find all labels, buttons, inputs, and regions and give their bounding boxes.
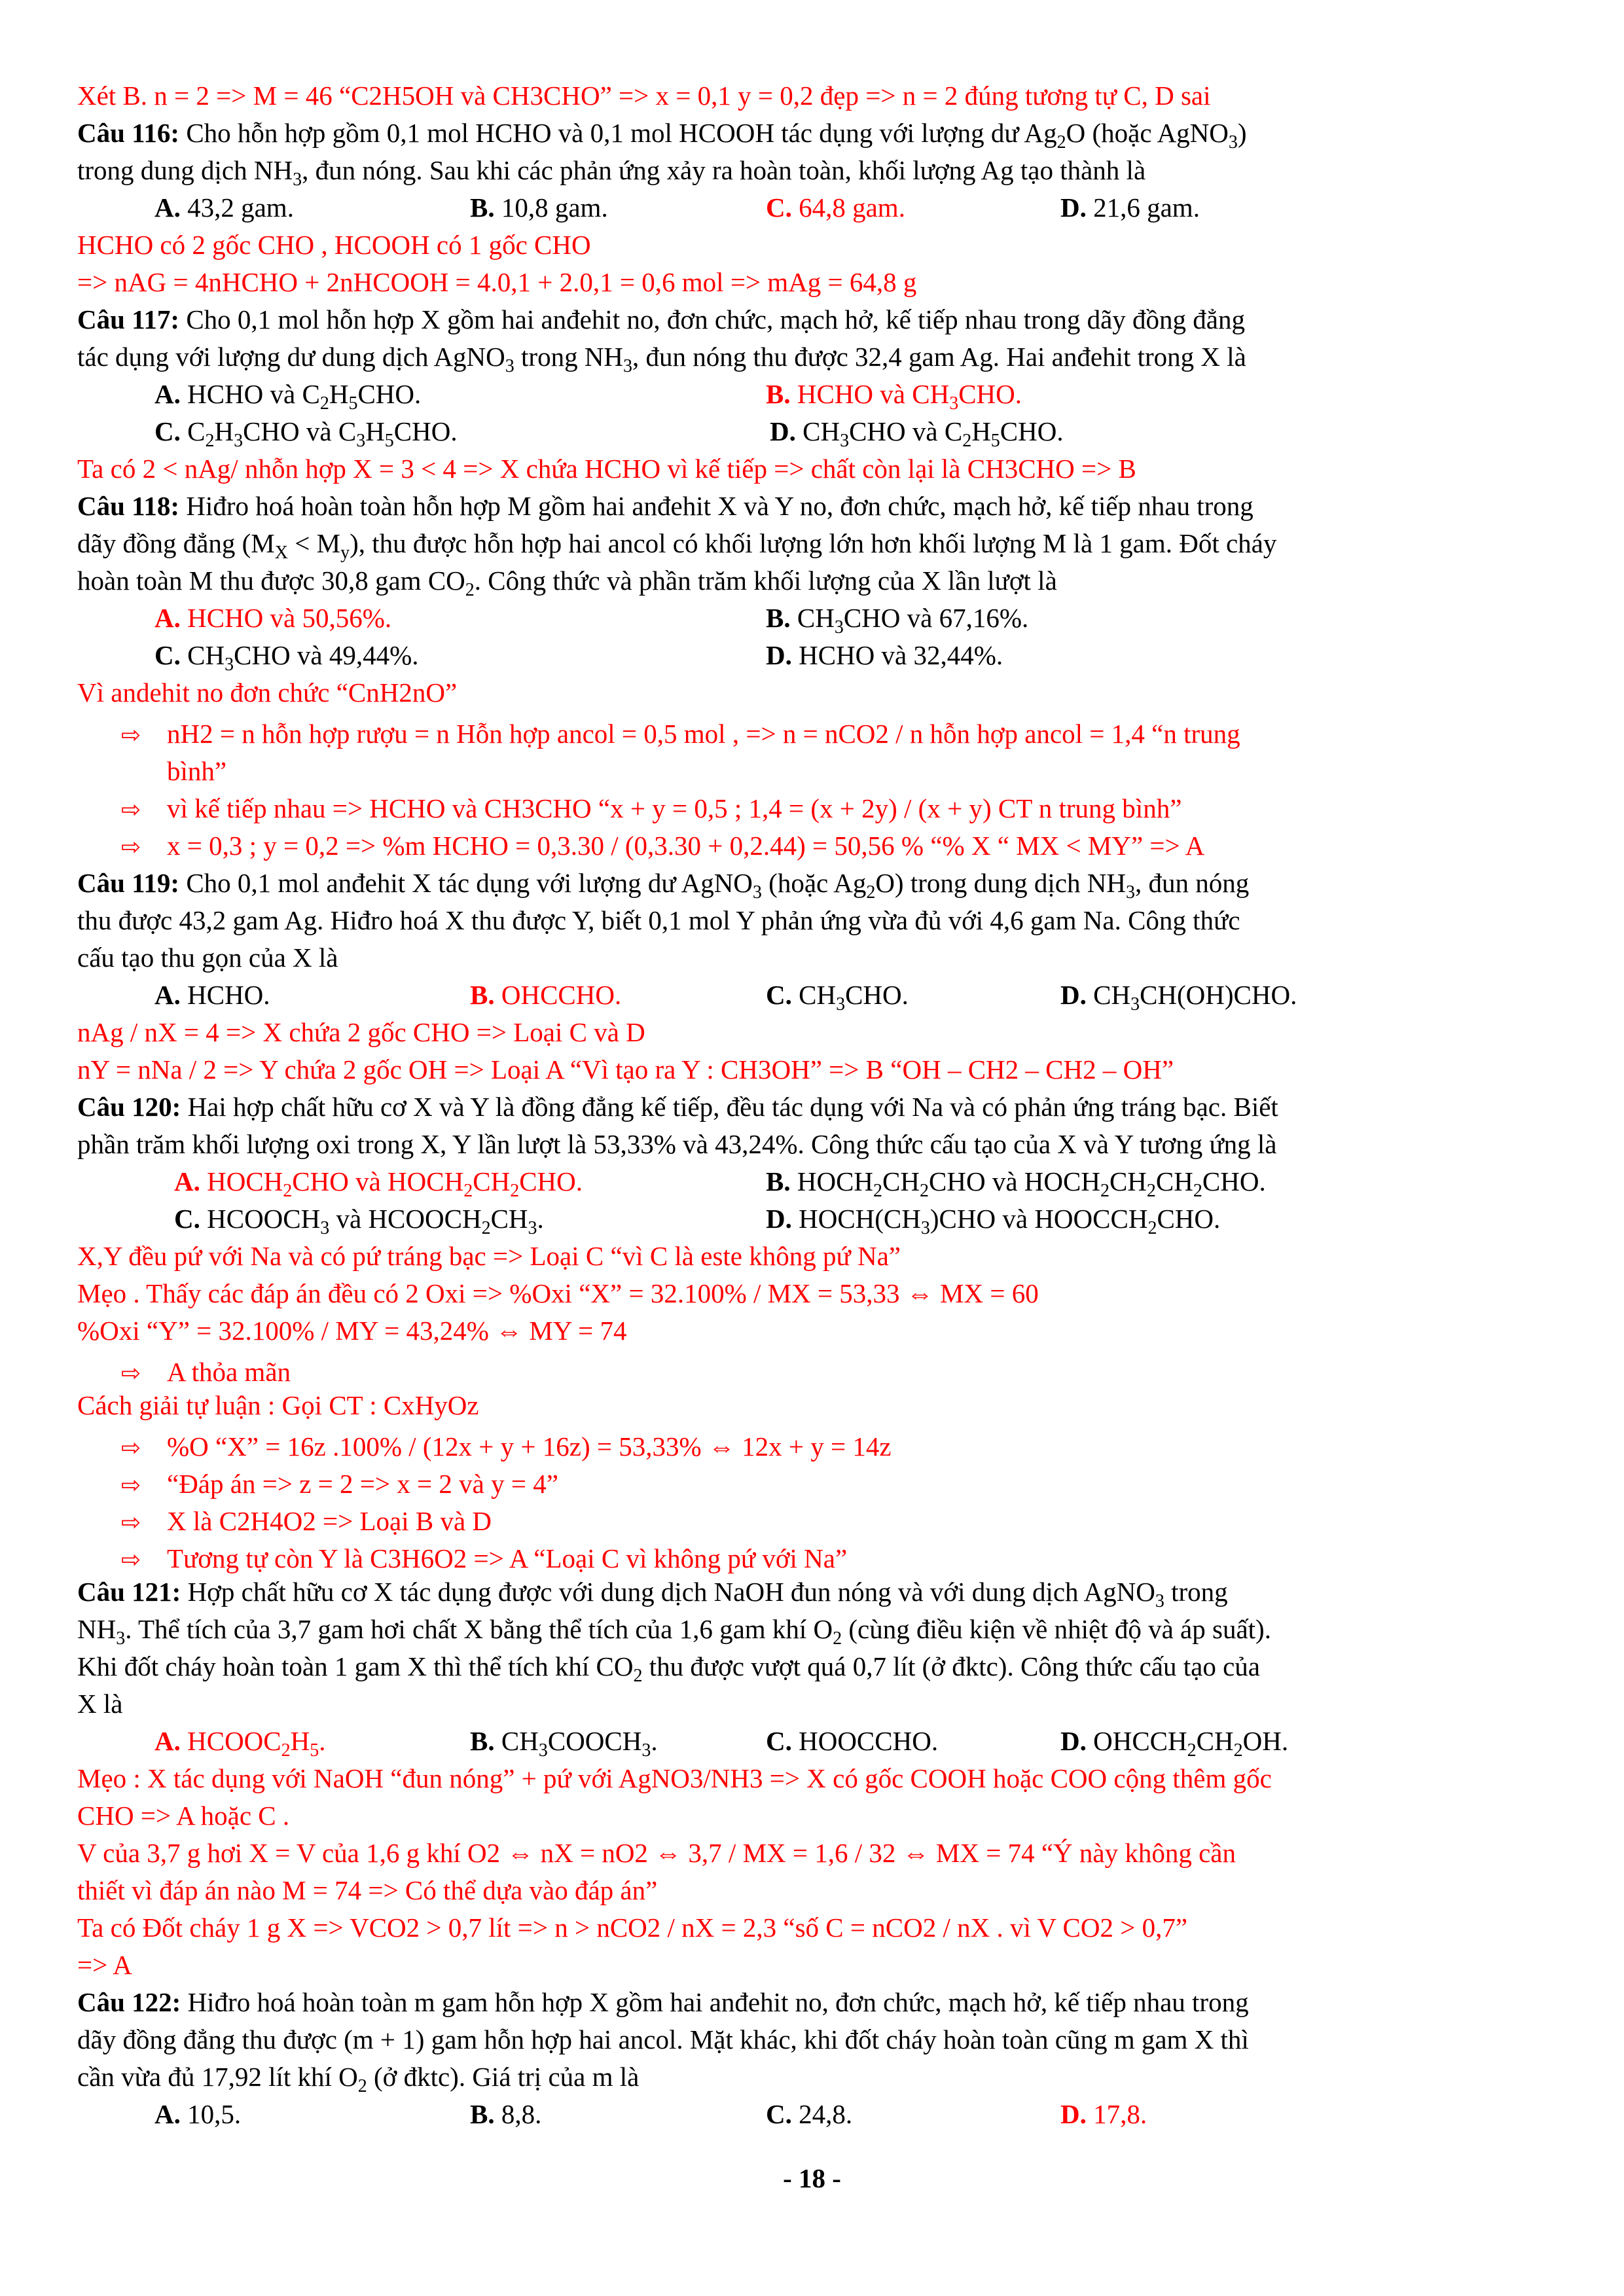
- question-line: thu được 43,2 gam Ag. Hiđro hoá X thu được Y, biết 0,1 mol Y phản ứng vừa đủ với 4,6 gam Na. Công thức: [77, 905, 1240, 935]
- bullet-line: ⇨ “Đáp án => z = 2 => x = 2 và y = 4”: [121, 1465, 558, 1504]
- option-c-correct: C. 64,8 gam.: [766, 192, 905, 223]
- question-121: Câu 121: Hợp chất hữu cơ X tác dụng được với dung dịch NaOH đun nóng và với dung dịch AgNO$_3$ trong: [77, 1577, 1228, 1612]
- question-label: Câu 120:: [77, 1092, 181, 1122]
- question-118: Câu 118: Hiđro hoá hoàn toàn hỗn hợp M gồm hai anđehit X và Y no, đơn chức, mạch hở, kế tiếp nhau trong: [77, 491, 1254, 521]
- solution-line: nY = nNa / 2 => Y chứa 2 gốc OH => Loại A “Vì tạo ra Y : CH3OH” => B “OH – CH2 – CH2 – OH”: [77, 1054, 1174, 1085]
- option-c: C. $CH_3CHO$ và 49,44%.: [154, 640, 419, 675]
- option-c: C. HOOCCHO.: [766, 1726, 939, 1756]
- question-label: Câu 117:: [77, 304, 180, 334]
- question-line: tác dụng với lượng dư dung dịch AgNO$_3$ trong $NH_3$, đun nóng thu được 32,4 gam Ag. Hai anđehit trong X là: [77, 342, 1246, 377]
- arrow-icon: ⇨: [121, 1472, 141, 1499]
- question-line: $NH_3$. Thể tích của 3,7 gam hơi chất X bằng thể tích của 1,6 gam khí $O_2$ (cùng điều kiện về nhiệt độ và áp suất).: [77, 1614, 1271, 1649]
- solution-line: %Oxi “Y” = 32.100% / MY = 43,24% ⇔ MY = 74: [77, 1316, 627, 1346]
- option-b: B. $CH_3CHO$ và 67,16%.: [766, 603, 1029, 638]
- option-d: D. $CH_3CH(OH)CHO$.: [1060, 980, 1297, 1015]
- option-d: D. $HOCH(CH_3)CHO$ và $HOOCCH_2CHO$.: [766, 1204, 1221, 1239]
- option-a: A. HCHO.: [154, 980, 270, 1010]
- solution-line: Mẹo : X tác dụng với NaOH “đun nóng” + pứ với AgNO3/NH3 => X có gốc COOH hoặc COO cộng thêm gốc: [77, 1763, 1272, 1793]
- arrow-icon: ⇨: [121, 1435, 141, 1462]
- option-a: A. HCHO và $C_2H_5CHO$.: [154, 379, 422, 414]
- question-line: cần vừa đủ 17,92 lít khí $O_2$ (ở đktc). Giá trị của m là: [77, 2062, 640, 2097]
- page-number: - 18 -: [783, 2163, 841, 2193]
- option-a-correct: A. $HCOOC_2H_5$.: [154, 1726, 326, 1761]
- solution-line: Cách giải tự luận : Gọi CT : CxHyOz: [77, 1390, 479, 1420]
- question-line: X là: [77, 1689, 123, 1719]
- question-line: dãy đồng đẳng $(M_X < M_y)$, thu được hỗn hợp hai ancol có khối lượng lớn hơn khối lượng M là 1 gam. Đốt cháy: [77, 528, 1277, 564]
- solution-line: nAg / nX = 4 => X chứa 2 gốc CHO => Loại C và D: [77, 1017, 645, 1047]
- question-label: Câu 121:: [77, 1577, 181, 1607]
- question-line: Khi đốt cháy hoàn toàn 1 gam X thì thể tích khí $CO_2$ thu được vượt quá 0,7 lít (ở đktc). Công thức cấu tạo của: [77, 1651, 1260, 1687]
- option-c: C. $C_2H_3CHO$ và $C_3H_5CHO$.: [154, 416, 458, 452]
- solution-line: thiết vì đáp án nào M = 74 => Có thể dựa vào đáp án”: [77, 1875, 658, 1905]
- question-label: Câu 118:: [77, 491, 180, 521]
- question-119: Câu 119: Cho 0,1 mol anđehit X tác dụng với lượng dư AgNO$_3$ (hoặc $Ag_2O$) trong dung dịch $NH_3$, đun nóng: [77, 868, 1250, 903]
- arrow-icon: ⇨: [121, 1360, 141, 1387]
- bullet-line: ⇨ x = 0,3 ; y = 0,2 => %m HCHO = 0,3.30 / (0,3.30 + 0,2.44) = 50,56 % “% X “ MX < MY” => A: [121, 827, 1204, 866]
- arrow-icon: ⇨: [121, 834, 141, 861]
- arrow-icon: ⇨: [121, 1509, 141, 1536]
- question-line: trong dung dịch $NH_3$, đun nóng. Sau khi các phản ứng xảy ra hoàn toàn, khối lượng Ag tạo thành là: [77, 155, 1146, 190]
- question-line: dãy đồng đẳng thu được (m + 1) gam hỗn hợp hai ancol. Mặt khác, khi đốt cháy hoàn toàn cũng m gam X thì: [77, 2024, 1249, 2054]
- option-d: D. $CH_3CHO$ và $C_2H_5CHO$.: [770, 416, 1064, 452]
- option-b: B. 8,8.: [470, 2099, 542, 2129]
- question-117: Câu 117: Cho 0,1 mol hỗn hợp X gồm hai anđehit no, đơn chức, mạch hở, kế tiếp nhau trong dãy đồng đẳng: [77, 304, 1245, 334]
- solution-line: V của 3,7 g hơi X = V của 1,6 g khí O2 ⇔ nX = nO2 ⇔ 3,7 / MX = 1,6 / 32 ⇔ MX = 74 “Ý này không cần: [77, 1838, 1236, 1868]
- option-c: C. $CH_3CHO$.: [766, 980, 909, 1015]
- solution-line: Xét B. n = 2 => M = 46 “C2H5OH và CH3CHO” => x = 0,1 y = 0,2 đẹp => n = 2 đúng tương tự C, D sai: [77, 81, 1211, 111]
- arrow-icon: ⇨: [121, 797, 141, 823]
- bullet-line: ⇨ A thỏa mãn: [121, 1354, 291, 1392]
- arrow-icon: ⇨: [121, 1547, 141, 1573]
- solution-line: HCHO có 2 gốc CHO , HCOOH có 1 gốc CHO: [77, 230, 591, 260]
- bullet-line: ⇨ Tương tự còn Y là C3H6O2 => A “Loại C vì không pứ với Na”: [121, 1540, 847, 1579]
- question-line: phần trăm khối lượng oxi trong X, Y lần lượt là 53,33% và 43,24%. Công thức cấu tạo của X và Y tương ứng là: [77, 1129, 1277, 1159]
- option-b: B. $CH_3COOCH_3$.: [470, 1726, 658, 1761]
- solution-line: X,Y đều pứ với Na và có pứ tráng bạc => Loại C “vì C là este không pứ Na”: [77, 1241, 901, 1271]
- question-120: Câu 120: Hai hợp chất hữu cơ X và Y là đồng đẳng kế tiếp, đều tác dụng với Na và có phản ứng tráng bạc. Biết: [77, 1092, 1278, 1122]
- option-a: A. 10,5.: [154, 2099, 242, 2129]
- bullet-line: ⇨ nH2 = n hỗn hợp rượu = n Hỗn hợp ancol = 0,5 mol , => n = nCO2 / n hỗn hợp ancol = 1,4 “n trung: [121, 715, 1240, 754]
- solution-line: => nAG = 4nHCHO + 2nHCOOH = 4.0,1 + 2.0,1 = 0,6 mol => mAg = 64,8 g: [77, 267, 917, 297]
- solution-line: Ta có 2 < nAg/ nhỗn hợp X = 3 < 4 => X chứa HCHO vì kế tiếp => chất còn lại là CH3CHO => B: [77, 454, 1136, 484]
- option-b-correct: B. HCHO và $CH_3CHO$.: [766, 379, 1022, 414]
- option-b: B. $HOCH_2CH_2CHO$ và $HOCH_2CH_2CH_2CHO$.: [766, 1166, 1266, 1202]
- question-116: Câu 116: Cho hỗn hợp gồm 0,1 mol HCHO và 0,1 mol HCOOH tác dụng với lượng dư $Ag_2O$ (hoặc AgNO$_3$): [77, 118, 1247, 153]
- option-b: B. 10,8 gam.: [470, 192, 608, 223]
- option-a-correct: A. $HOCH_2CHO$ và $HOCH_2CH_2CHO$.: [174, 1166, 583, 1202]
- question-label: Câu 119:: [77, 868, 180, 898]
- option-d: D. 21,6 gam.: [1060, 192, 1200, 223]
- question-label: Câu 122:: [77, 1987, 181, 2017]
- bullet-line: ⇨ vì kế tiếp nhau => HCHO và CH3CHO “x + y = 0,5 ; 1,4 = (x + 2y) / (x + y) CT n trung bình”: [121, 790, 1182, 829]
- solution-line: => A: [77, 1950, 132, 1980]
- solution-line: Vì andehit no đơn chức “CnH2nO”: [77, 677, 458, 708]
- option-d: D. $OHCCH_2CH_2OH$.: [1060, 1726, 1289, 1761]
- solution-line: CHO => A hoặc C .: [77, 1801, 290, 1831]
- option-d-correct: D. 17,8.: [1060, 2099, 1147, 2129]
- question-line: cấu tạo thu gọn của X là: [77, 942, 338, 973]
- bullet-line: ⇨ %O “X” = 16z .100% / (12x + y + 16z) = 53,33% ⇔ 12x + y = 14z: [121, 1428, 892, 1467]
- solution-line: Ta có Đốt cháy 1 g X => VCO2 > 0,7 lít => n > nCO2 / nX = 2,3 “số C = nCO2 / nX . vì V CO2 > 0,7”: [77, 1912, 1188, 1943]
- option-b-correct: B. OHCCHO.: [470, 980, 622, 1010]
- option-d: D. HCHO và 32,44%.: [766, 640, 1003, 670]
- bullet-continuation: bình”: [167, 756, 227, 786]
- question-label: Câu 116:: [77, 118, 180, 148]
- arrow-icon: ⇨: [121, 722, 141, 749]
- question-122: Câu 122: Hiđro hoá hoàn toàn m gam hỗn hợp X gồm hai anđehit no, đơn chức, mạch hở, kế tiếp nhau trong: [77, 1987, 1249, 2017]
- option-a-correct: A. HCHO và 50,56%.: [154, 603, 392, 633]
- option-c: C. $HCOOCH_3$ và $HCOOCH_2CH_3$.: [174, 1204, 544, 1239]
- bullet-line: ⇨ X là C2H4O2 => Loại B và D: [121, 1503, 492, 1541]
- solution-line: Mẹo . Thấy các đáp án đều có 2 Oxi => %Oxi “X” = 32.100% / MX = 53,33 ⇔ MX = 60: [77, 1278, 1039, 1308]
- question-line: hoàn toàn M thu được 30,8 gam $CO_2$. Công thức và phần trăm khối lượng của X lần lượt là: [77, 565, 1057, 601]
- option-a: A. 43,2 gam.: [154, 192, 294, 223]
- option-c: C. 24,8.: [766, 2099, 853, 2129]
